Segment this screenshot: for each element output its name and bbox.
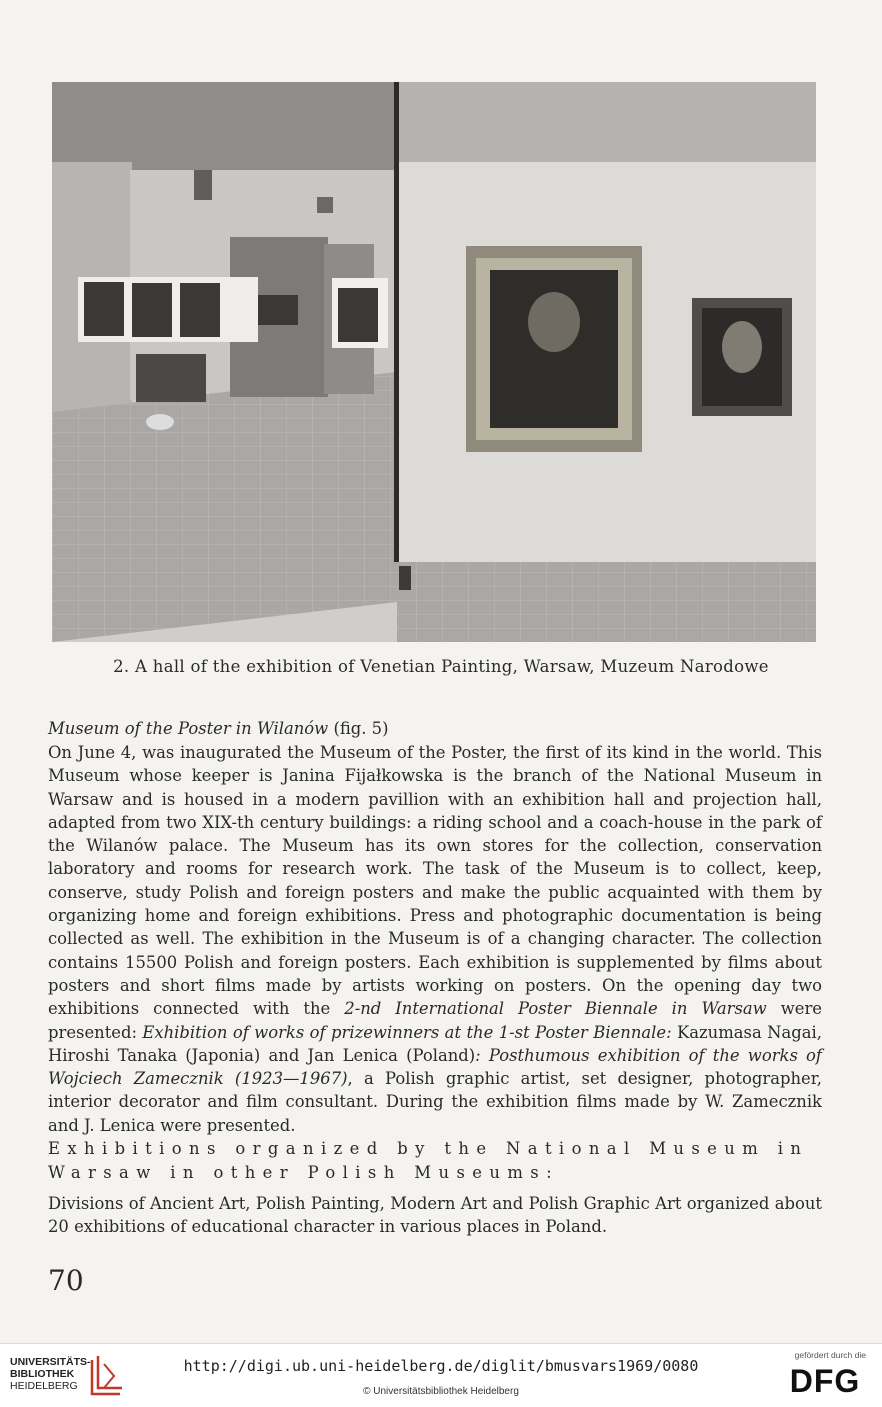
exhibition-hall-photo <box>52 82 816 642</box>
library-line: UNIVERSITÄTS- <box>10 1356 91 1368</box>
library-line: BIBLIOTHEK <box>10 1368 75 1380</box>
body-paragraph <box>48 741 822 1137</box>
dfg-logo[interactable] <box>782 1362 868 1398</box>
paragraph-text: were presented: <box>48 999 822 1042</box>
italic-title: : Posthumous exhibition of the works of Wojciech Zamecznik (1923—1967) <box>48 1045 822 1089</box>
paragraph-text: Kazumasa Nagai, Hiroshi Tanaka (Japonia) and Jan Lenica (Poland) <box>48 1022 822 1065</box>
italic-title: 2-nd International Poster Biennale in Warsaw <box>344 999 767 1019</box>
paragraph-text: On June 4, was inaugurated the Museum of the Poster, the first of its kind in the world. This Museum whose keeper is Janina Fijałkowska is the branch of the National Museum in Warsaw and is housed in a modern pavillion with an exhibition hall and projection hall, adapted from two XIX-th century buildings: a riding school and a coach-house in the park of the Wilanów palace. The Museum has its own stores for the collection, conservation laboratory and rooms for research work. The task of the Museum is to collect, keep, conserve, study Polish and foreign posters and make the public acquainted with them by organizing home and foreign exhibitions. Press and photographic documentation is being collected as well. The exhibition in the Museum is of a changing character. The collection contains 15500 Polish and foreign posters. Each exhibition is supplemented by films about posters and short films made by artists working on posters. On the opening day two exhibitions connected with the <box>48 743 822 1019</box>
page-number: 70 <box>48 1264 84 1297</box>
dfg-logo-text: DFG <box>789 1363 861 1398</box>
permalink-url[interactable]: http://digi.ub.uni-heidelberg.de/diglit/bmusvars1969/0080 <box>183 1357 699 1375</box>
footer-bar <box>0 1343 882 1407</box>
section-heading <box>48 717 822 740</box>
body-paragraph: Divisions of Ancient Art, Polish Painting, Modern Art and Polish Graphic Art organized about 20 exhibitions of educational character in various places in Poland. <box>48 1194 822 1237</box>
paragraph-text: , a Polish graphic artist, set designer, photographer, interior decorator and film consultant. During the exhibition films made by W. Zamecznik and J. Lenica were presented. <box>48 1069 822 1135</box>
copyright-notice: © Universitätsbibliothek Heidelberg <box>363 1386 519 1397</box>
figure-caption: 2. A hall of the exhibition of Venetian Painting, Warsaw, Muzeum Narodowe <box>113 657 769 676</box>
funding-label: gefördert durch die <box>794 1350 866 1360</box>
section-title-text: Museum of the Poster in Wilanów <box>48 719 329 738</box>
italic-title: Exhibition of works of prizewinners at the 1-st Poster Biennale: <box>142 1022 672 1042</box>
figure-reference: (fig. 5) <box>333 719 389 738</box>
subsection-heading: Exhibitions organized by the National Museum in Warsaw in other Polish Museums: <box>48 1139 809 1182</box>
library-line: HEIDELBERG <box>10 1380 78 1392</box>
